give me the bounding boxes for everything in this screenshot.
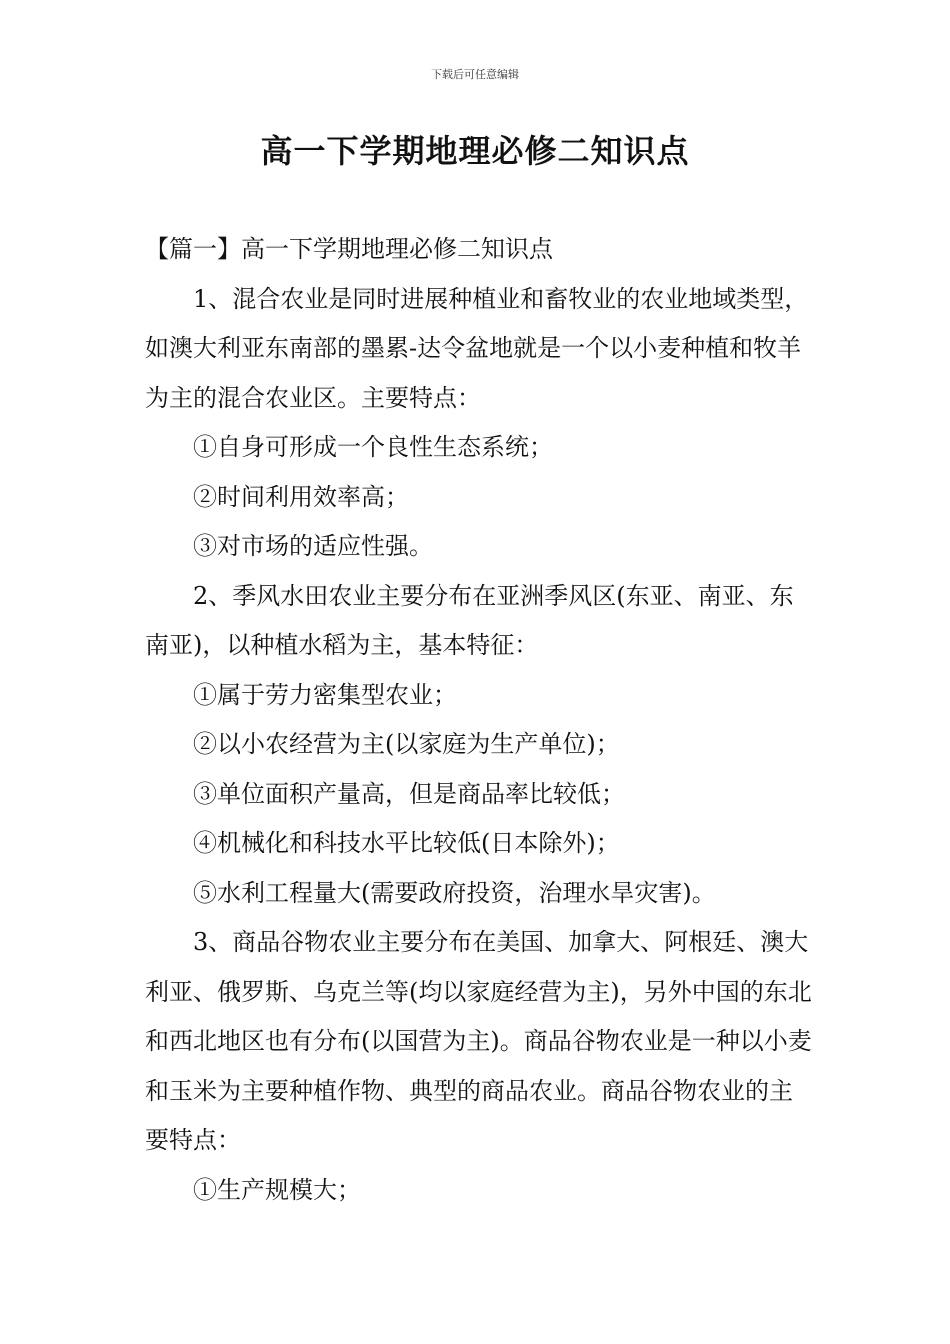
section-heading: 【篇一】高一下学期地理必修二知识点 [145,235,553,263]
list-item: ①自身可形成一个良性生态系统； [193,433,553,461]
document-title: 高一下学期地理必修二知识点 [260,132,690,170]
document-body [145,225,815,1215]
list-item: ⑤水利工程量大(需要政府投资，治理水旱灾害)。 [193,878,716,907]
paragraph-mixed-farming: 1、混合农业是同时进展种植业和畜牧业的农业地域类型，如澳大利亚东南部的墨累-达令盆地就是一个以小麦种植和牧羊为主的混合农业区。主要特点： [145,284,809,412]
list-item: ③单位面积产量高，但是商品率比较低； [193,779,625,808]
list-item: ③对市场的适应性强。 [193,532,433,560]
header-note: 下载后可任意编辑 [431,68,519,81]
list-item: ①属于劳力密集型农业； [193,680,457,709]
list-item: ②以小农经营为主(以家庭为生产单位)； [193,730,620,758]
list-item: ④机械化和科技水平比较低(日本除外)； [193,829,620,857]
list-item: ①生产规模大； [193,1175,361,1204]
list-item: ②时间利用效率高； [193,482,409,511]
paragraph-paddy-farming: 2、季风水田农业主要分布在亚洲季风区(东亚、南亚、东南亚)，以种植水稻为主，基本特征： [145,581,794,659]
paragraph-commercial-grain-farming: 3、商品谷物农业主要分布在美国、加拿大、阿根廷、澳大利亚、俄罗斯、乌克兰等(均以家庭经营为主)，另外中国的东北和西北地区也有分布(以国营为主)。商品谷物农业是一种以小麦和玉米为主要种植作物、典型的商品农业。商品谷物农业的主要特点： [145,928,812,1154]
